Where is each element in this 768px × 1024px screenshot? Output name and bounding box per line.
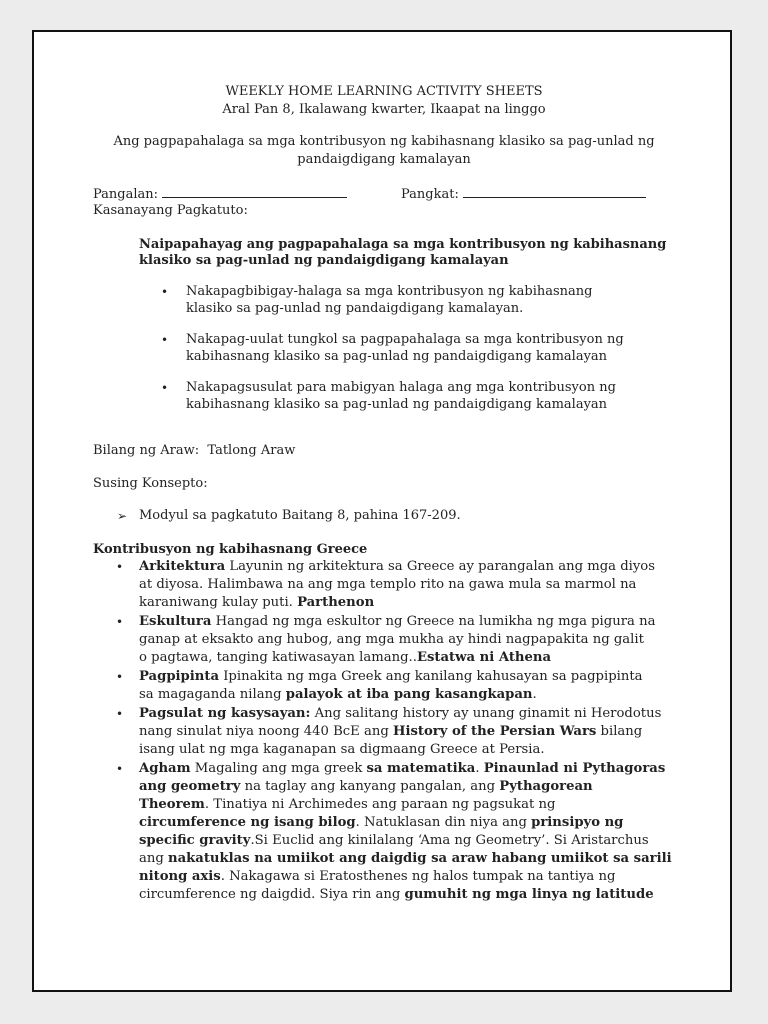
competency-item-3-line-2: kabihasnang klasiko sa pag-unlad ng pandaigdigang kamalayan — [186, 397, 608, 412]
agham-line-4: circumference ng isang bilog. Natuklasan din niya ang prinsipyo ng — [139, 815, 624, 830]
topic-line-2: pandaigdigang kamalayan — [297, 152, 471, 167]
arkitektura-line-1: Arkitektura Layunin ng arkitektura sa Greece ay parangalan ang mga diyos — [139, 559, 656, 574]
greece-heading: Kontribusyon ng kabihasnang Greece — [93, 542, 368, 557]
agham-term: Agham — [139, 761, 191, 776]
pagsulat-line-2: nang sinulat niya noong 440 BcE ang History of the Persian Wars bilang — [139, 724, 643, 739]
key-concept-label: Susing Konsepto: — [93, 476, 208, 491]
group-blank[interactable] — [463, 185, 646, 198]
competency-main-line-2: klasiko sa pag-unlad ng pandaigdigang kamalayan — [139, 253, 509, 268]
days-value: Tatlong Araw — [207, 443, 296, 458]
pagsulat-line-1: Pagsulat ng kasysayan: Ang salitang history ay unang ginamit ni Herodotus — [139, 706, 662, 721]
eskultura-term: Eskultura — [139, 614, 212, 629]
agham-line-6: ang nakatuklas na umiikot ang daigdig sa araw habang umiikot sa sarili — [139, 851, 672, 866]
days-row — [93, 442, 295, 460]
bullet-icon: • — [161, 333, 169, 347]
parthenon-example: Parthenon — [297, 595, 375, 610]
agham-line-7: nitong axis. Nakagawa si Eratosthenes ng halos tumpak na tantiya ng — [139, 869, 616, 884]
bullet-icon: • — [161, 285, 169, 299]
eskultura-line-3: o pagtawa, tanging katiwasayan lamang..Estatwa ni Athena — [139, 650, 552, 665]
bullet-icon: • — [116, 560, 124, 574]
bullet-icon: • — [116, 670, 124, 684]
agham-line-1: Agham Magaling ang mga greek sa matematika. Pinaunlad ni Pythagoras — [139, 761, 666, 776]
bullet-icon: • — [116, 707, 124, 721]
eskultura-line-2: ganap at eksakto ang hubog, ang mga mukha ay hindi nagpapakita ng galit — [139, 632, 644, 647]
competency-item-3-line-1: Nakapagsusulat para mabigyan halaga ang mga kontribusyon ng — [186, 380, 616, 395]
group-label: Pangkat: — [401, 187, 463, 202]
pagsulat-line-3: isang ulat ng mga kaganapan sa digmaang Greece at Persia. — [139, 742, 545, 757]
arrow-bullet-icon: ➢ — [117, 509, 128, 523]
bullet-icon: • — [116, 615, 124, 629]
bullet-icon: • — [116, 762, 124, 776]
pagpipinta-line-1: Pagpipinta Ipinakita ng mga Greek ang kanilang kahusayan sa pagpipinta — [139, 669, 643, 684]
arkitektura-term: Arkitektura — [139, 559, 226, 574]
arkitektura-line-3: karaniwang kulay puti. Parthenon — [139, 595, 375, 610]
athena-example: Estatwa ni Athena — [416, 650, 552, 665]
key-concept-item: Modyul sa pagkatuto Baitang 8, pahina 167-209. — [139, 508, 461, 523]
agham-line-3: Theorem. Tinatiya ni Archimedes ang paraan ng pagsukat ng — [139, 797, 556, 812]
name-blank[interactable] — [162, 185, 347, 198]
pagsulat-term: Pagsulat ng kasysayan: — [139, 706, 311, 721]
agham-line-5: specific gravity.Si Euclid ang kinilalang ‘Ama ng Geometry’. Si Aristarchus — [139, 833, 649, 848]
competency-item-2-line-2: kabihasnang klasiko sa pag-unlad ng pandaigdigang kamalayan — [186, 349, 608, 364]
competency-item-1-line-2: klasiko sa pag-unlad ng pandaigdigang kamalayan. — [186, 301, 524, 316]
competency-item-2-line-1: Nakapag-uulat tungkol sa pagpapahalaga sa mga kontribusyon ng — [186, 332, 624, 347]
pagpipinta-term: Pagpipinta — [139, 669, 220, 684]
sheet-title: WEEKLY HOME LEARNING ACTIVITY SHEETS — [225, 84, 543, 99]
arkitektura-line-2: at diyosa. Halimbawa na ang mga templo rito na gawa mula sa marmol na — [139, 577, 637, 592]
competency-label: Kasanayang Pagkatuto: — [93, 203, 248, 218]
pagpipinta-line-2: sa magaganda nilang palayok at iba pang kasangkapan. — [139, 687, 537, 702]
competency-item-1-line-1: Nakapagbibigay-halaga sa mga kontribusyon ng kabihasnang — [186, 284, 593, 299]
days-label: Bilang ng Araw: — [93, 443, 200, 458]
bullet-icon: • — [161, 381, 169, 395]
agham-line-8: circumference ng daigdid. Siya rin ang gumuhit ng mga linya ng latitude — [139, 887, 654, 902]
group-field[interactable] — [401, 185, 646, 204]
agham-line-2: ang geometry na taglay ang kanyang pangalan, ang Pythagorean — [139, 779, 593, 794]
competency-main-line-1: Naipapahayag ang pagpapahalaga sa mga kontribusyon ng kabihasnang — [139, 237, 667, 252]
eskultura-line-1: Eskultura Hangad ng mga eskultor ng Greece na lumikha ng mga pigura na — [139, 614, 656, 629]
name-label: Pangalan: — [93, 187, 163, 202]
topic-line-1: Ang pagpapahalaga sa mga kontribusyon ng kabihasnang klasiko sa pag-unlad ng — [113, 134, 655, 149]
sheet-subtitle: Aral Pan 8, Ikalawang kwarter, Ikaapat na linggo — [222, 102, 546, 117]
